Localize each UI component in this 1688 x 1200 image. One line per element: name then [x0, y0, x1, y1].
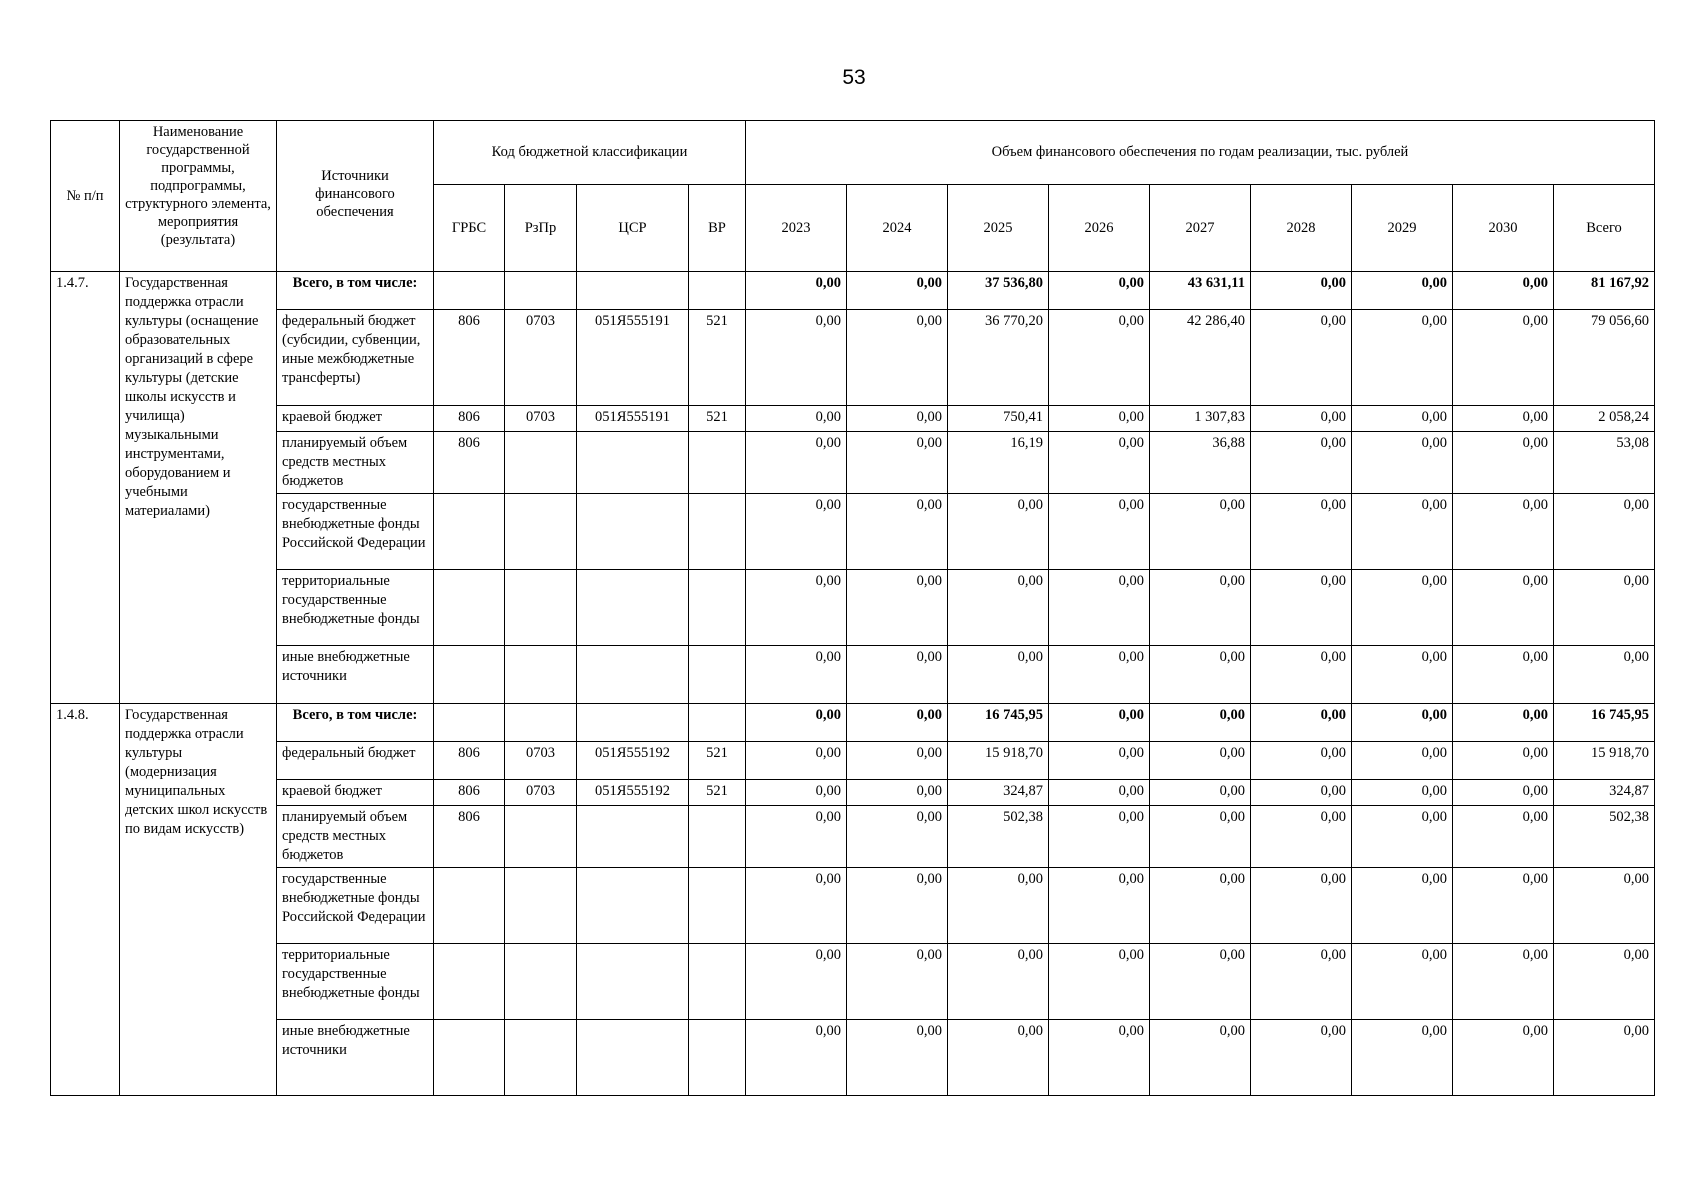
value-year: 0,00 — [1251, 310, 1352, 406]
table-row — [51, 494, 1655, 570]
section-number: 1.4.7. — [51, 272, 120, 704]
value-year: 0,00 — [948, 944, 1049, 1020]
funding-source: краевой бюджет — [277, 406, 434, 432]
value-year: 0,00 — [1150, 806, 1251, 868]
header-program-name: Наименование государственной программы, подпрограммы, структурного элемента, мероприятия (результата) — [120, 121, 277, 272]
code-csr — [577, 944, 689, 1020]
code-grbs: 806 — [434, 432, 505, 494]
funding-source: Всего, в том числе: — [277, 704, 434, 742]
code-csr — [577, 432, 689, 494]
value-total: 502,38 — [1554, 806, 1655, 868]
value-year: 0,00 — [1453, 494, 1554, 570]
code-vr: 521 — [689, 742, 746, 780]
value-year: 0,00 — [1251, 944, 1352, 1020]
header-budget-code-group: Код бюджетной классификации — [434, 121, 746, 185]
value-year: 0,00 — [1150, 868, 1251, 944]
value-year: 0,00 — [1251, 406, 1352, 432]
code-rzpr — [505, 944, 577, 1020]
code-rzpr: 0703 — [505, 780, 577, 806]
value-year: 0,00 — [847, 570, 948, 646]
page-number: 53 — [842, 66, 866, 89]
value-year: 0,00 — [1453, 432, 1554, 494]
value-year: 0,00 — [847, 704, 948, 742]
table-row — [51, 570, 1655, 646]
value-year: 0,00 — [948, 1020, 1049, 1096]
header-year: 2028 — [1251, 185, 1352, 272]
table-row — [51, 944, 1655, 1020]
code-csr: 051Я555191 — [577, 406, 689, 432]
header-year: 2025 — [948, 185, 1049, 272]
value-year: 0,00 — [847, 494, 948, 570]
value-year: 0,00 — [746, 432, 847, 494]
value-total: 0,00 — [1554, 868, 1655, 944]
value-total: 79 056,60 — [1554, 310, 1655, 406]
funding-source: государственные внебюджетные фонды Российской Федерации — [277, 868, 434, 944]
value-year: 0,00 — [746, 1020, 847, 1096]
code-vr: 521 — [689, 310, 746, 406]
funding-source: иные внебюджетные источники — [277, 1020, 434, 1096]
funding-source: планируемый объем средств местных бюджетов — [277, 432, 434, 494]
funding-source: краевой бюджет — [277, 780, 434, 806]
header-code-csr: ЦСР — [577, 185, 689, 272]
funding-source: федеральный бюджет — [277, 742, 434, 780]
value-year: 0,00 — [847, 742, 948, 780]
code-grbs — [434, 646, 505, 704]
value-year: 0,00 — [1251, 704, 1352, 742]
code-csr — [577, 704, 689, 742]
code-vr — [689, 704, 746, 742]
value-year: 0,00 — [847, 868, 948, 944]
code-rzpr — [505, 272, 577, 310]
value-year: 0,00 — [1453, 406, 1554, 432]
code-grbs — [434, 944, 505, 1020]
value-year: 0,00 — [1453, 570, 1554, 646]
code-grbs: 806 — [434, 310, 505, 406]
value-year: 0,00 — [1049, 494, 1150, 570]
value-year: 36 770,20 — [948, 310, 1049, 406]
table-row — [51, 806, 1655, 868]
value-year: 0,00 — [1453, 1020, 1554, 1096]
header-year: 2023 — [746, 185, 847, 272]
funding-source: иные внебюджетные источники — [277, 646, 434, 704]
code-rzpr — [505, 806, 577, 868]
code-csr — [577, 868, 689, 944]
value-year: 0,00 — [746, 494, 847, 570]
value-year: 0,00 — [1352, 432, 1453, 494]
value-year: 0,00 — [1453, 704, 1554, 742]
funding-source: территориальные государственные внебюджетные фонды — [277, 944, 434, 1020]
code-grbs — [434, 868, 505, 944]
value-year: 0,00 — [1352, 742, 1453, 780]
value-year: 0,00 — [847, 780, 948, 806]
value-year: 0,00 — [746, 806, 847, 868]
header-volume-group: Объем финансового обеспечения по годам реализации, тыс. рублей — [746, 121, 1655, 185]
funding-source: Всего, в том числе: — [277, 272, 434, 310]
value-total: 0,00 — [1554, 646, 1655, 704]
code-csr: 051Я555192 — [577, 742, 689, 780]
value-year: 0,00 — [1150, 570, 1251, 646]
table-row — [51, 1020, 1655, 1096]
value-year: 0,00 — [1352, 806, 1453, 868]
value-total: 0,00 — [1554, 944, 1655, 1020]
value-year: 0,00 — [1150, 780, 1251, 806]
value-year: 15 918,70 — [948, 742, 1049, 780]
value-total: 0,00 — [1554, 1020, 1655, 1096]
value-year: 0,00 — [948, 494, 1049, 570]
header-funding-source: Источники финансового обеспечения — [277, 121, 434, 272]
value-year: 42 286,40 — [1150, 310, 1251, 406]
table-row — [51, 432, 1655, 494]
value-year: 0,00 — [1453, 806, 1554, 868]
table-row — [51, 406, 1655, 432]
code-grbs: 806 — [434, 780, 505, 806]
value-year: 0,00 — [1049, 780, 1150, 806]
header-code-grbs: ГРБС — [434, 185, 505, 272]
value-year: 0,00 — [1049, 432, 1150, 494]
code-rzpr — [505, 432, 577, 494]
value-year: 0,00 — [1251, 806, 1352, 868]
code-vr — [689, 1020, 746, 1096]
value-year: 0,00 — [746, 272, 847, 310]
value-year: 0,00 — [746, 742, 847, 780]
value-year: 0,00 — [1049, 646, 1150, 704]
value-year: 0,00 — [746, 406, 847, 432]
value-total: 16 745,95 — [1554, 704, 1655, 742]
code-grbs — [434, 570, 505, 646]
header-year: 2030 — [1453, 185, 1554, 272]
header-year: 2029 — [1352, 185, 1453, 272]
value-year: 0,00 — [1453, 868, 1554, 944]
value-year: 0,00 — [1453, 780, 1554, 806]
value-year: 0,00 — [1049, 1020, 1150, 1096]
value-total: 0,00 — [1554, 570, 1655, 646]
code-grbs: 806 — [434, 806, 505, 868]
value-year: 0,00 — [1251, 780, 1352, 806]
value-year: 0,00 — [1453, 272, 1554, 310]
value-year: 0,00 — [1150, 494, 1251, 570]
value-year: 0,00 — [1049, 868, 1150, 944]
table-row — [51, 646, 1655, 704]
value-year: 0,00 — [1049, 806, 1150, 868]
value-year: 0,00 — [1453, 310, 1554, 406]
value-year: 0,00 — [1251, 432, 1352, 494]
code-rzpr: 0703 — [505, 742, 577, 780]
code-rzpr: 0703 — [505, 310, 577, 406]
funding-source: федеральный бюджет (субсидии, субвенции, иные межбюджетные трансферты) — [277, 310, 434, 406]
value-year: 16 745,95 — [948, 704, 1049, 742]
table-row — [51, 780, 1655, 806]
header-year: 2024 — [847, 185, 948, 272]
value-year: 0,00 — [1352, 704, 1453, 742]
code-vr — [689, 868, 746, 944]
value-year: 0,00 — [746, 944, 847, 1020]
value-year: 0,00 — [1251, 742, 1352, 780]
code-grbs — [434, 272, 505, 310]
code-vr — [689, 944, 746, 1020]
value-year: 0,00 — [1251, 1020, 1352, 1096]
section-number: 1.4.8. — [51, 704, 120, 1096]
table-row — [51, 742, 1655, 780]
value-year: 0,00 — [746, 868, 847, 944]
value-year: 0,00 — [746, 780, 847, 806]
code-grbs — [434, 494, 505, 570]
code-csr — [577, 1020, 689, 1096]
value-year: 324,87 — [948, 780, 1049, 806]
header-code-vr: ВР — [689, 185, 746, 272]
header-total: Всего — [1554, 185, 1655, 272]
value-year: 1 307,83 — [1150, 406, 1251, 432]
code-csr — [577, 646, 689, 704]
funding-source: планируемый объем средств местных бюджетов — [277, 806, 434, 868]
value-year: 0,00 — [1150, 944, 1251, 1020]
value-year: 0,00 — [1049, 742, 1150, 780]
value-total: 0,00 — [1554, 494, 1655, 570]
value-year: 0,00 — [1453, 646, 1554, 704]
header-year: 2026 — [1049, 185, 1150, 272]
value-total: 2 058,24 — [1554, 406, 1655, 432]
code-grbs — [434, 1020, 505, 1096]
value-year: 0,00 — [847, 432, 948, 494]
code-csr: 051Я555192 — [577, 780, 689, 806]
value-year: 0,00 — [1251, 494, 1352, 570]
value-year: 750,41 — [948, 406, 1049, 432]
value-year: 0,00 — [847, 310, 948, 406]
value-year: 0,00 — [1049, 704, 1150, 742]
value-year: 0,00 — [1251, 272, 1352, 310]
value-year: 36,88 — [1150, 432, 1251, 494]
value-year: 0,00 — [847, 646, 948, 704]
value-year: 43 631,11 — [1150, 272, 1251, 310]
code-vr: 521 — [689, 780, 746, 806]
value-year: 0,00 — [1150, 646, 1251, 704]
value-year: 0,00 — [746, 570, 847, 646]
value-year: 0,00 — [1352, 406, 1453, 432]
table-row — [51, 310, 1655, 406]
value-total: 324,87 — [1554, 780, 1655, 806]
value-year: 0,00 — [1049, 310, 1150, 406]
funding-source: территориальные государственные внебюджетные фонды — [277, 570, 434, 646]
table-header — [51, 121, 1655, 272]
code-vr — [689, 272, 746, 310]
value-year: 0,00 — [746, 704, 847, 742]
code-rzpr — [505, 570, 577, 646]
code-grbs: 806 — [434, 406, 505, 432]
value-year: 0,00 — [1049, 944, 1150, 1020]
value-year: 0,00 — [1049, 406, 1150, 432]
value-year: 0,00 — [1352, 944, 1453, 1020]
value-total: 15 918,70 — [1554, 742, 1655, 780]
value-year: 0,00 — [847, 1020, 948, 1096]
code-rzpr — [505, 704, 577, 742]
value-year: 0,00 — [1352, 310, 1453, 406]
header-number: № п/п — [51, 121, 120, 272]
code-rzpr — [505, 646, 577, 704]
value-year: 502,38 — [948, 806, 1049, 868]
value-year: 0,00 — [1150, 1020, 1251, 1096]
value-year: 0,00 — [1150, 742, 1251, 780]
code-csr: 051Я555191 — [577, 310, 689, 406]
value-year: 0,00 — [847, 272, 948, 310]
value-year: 0,00 — [847, 944, 948, 1020]
section-program-name: Государственная поддержка отрасли культуры (модернизация муниципальных детских школ искусств по видам искусств) — [120, 704, 277, 1096]
table-row-total — [51, 704, 1655, 742]
code-grbs: 806 — [434, 742, 505, 780]
code-vr — [689, 494, 746, 570]
code-vr — [689, 570, 746, 646]
value-total: 53,08 — [1554, 432, 1655, 494]
code-csr — [577, 272, 689, 310]
value-total: 81 167,92 — [1554, 272, 1655, 310]
value-year: 0,00 — [948, 570, 1049, 646]
value-year: 0,00 — [746, 310, 847, 406]
value-year: 0,00 — [1352, 494, 1453, 570]
table-body — [51, 272, 1655, 1096]
value-year: 0,00 — [1251, 868, 1352, 944]
value-year: 0,00 — [948, 868, 1049, 944]
code-grbs — [434, 704, 505, 742]
code-csr — [577, 494, 689, 570]
value-year: 0,00 — [1453, 742, 1554, 780]
code-vr — [689, 646, 746, 704]
value-year: 0,00 — [1352, 272, 1453, 310]
value-year: 0,00 — [1251, 570, 1352, 646]
value-year: 0,00 — [746, 646, 847, 704]
value-year: 0,00 — [948, 646, 1049, 704]
budget-table — [50, 120, 1655, 1096]
code-rzpr — [505, 868, 577, 944]
value-year: 0,00 — [1150, 704, 1251, 742]
value-year: 0,00 — [847, 806, 948, 868]
value-year: 0,00 — [1049, 272, 1150, 310]
code-vr — [689, 806, 746, 868]
table-row-total — [51, 272, 1655, 310]
code-vr — [689, 432, 746, 494]
table-row — [51, 868, 1655, 944]
value-year: 16,19 — [948, 432, 1049, 494]
section-program-name: Государственная поддержка отрасли культуры (оснащение образовательных организаций в сфере культуры (детские школы искусств и училища) музыкальными инструментами, оборудованием и учебными материалами) — [120, 272, 277, 704]
value-year: 0,00 — [1352, 868, 1453, 944]
header-code-rzpr: РзПр — [505, 185, 577, 272]
code-csr — [577, 806, 689, 868]
value-year: 0,00 — [1251, 646, 1352, 704]
value-year: 0,00 — [1453, 944, 1554, 1020]
code-rzpr — [505, 1020, 577, 1096]
value-year: 0,00 — [1049, 570, 1150, 646]
header-year: 2027 — [1150, 185, 1251, 272]
value-year: 0,00 — [1352, 780, 1453, 806]
value-year: 0,00 — [1352, 570, 1453, 646]
code-rzpr — [505, 494, 577, 570]
code-rzpr: 0703 — [505, 406, 577, 432]
value-year: 0,00 — [1352, 1020, 1453, 1096]
value-year: 0,00 — [847, 406, 948, 432]
code-vr: 521 — [689, 406, 746, 432]
value-year: 0,00 — [1352, 646, 1453, 704]
code-csr — [577, 570, 689, 646]
funding-source: государственные внебюджетные фонды Российской Федерации — [277, 494, 434, 570]
value-year: 37 536,80 — [948, 272, 1049, 310]
